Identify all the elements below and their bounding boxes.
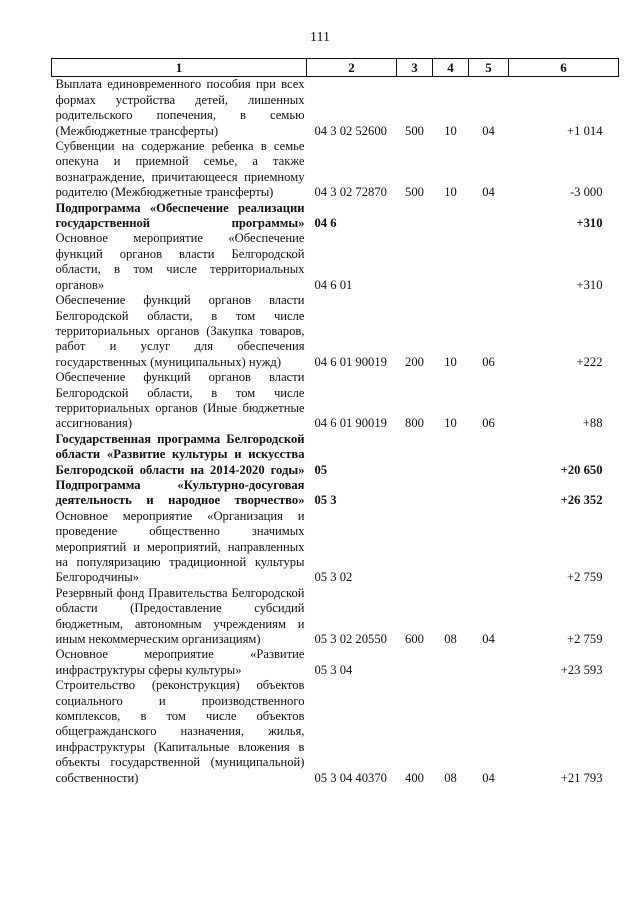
- column-header: 4: [433, 59, 469, 77]
- classification-code: 04 6 01 90019: [314, 354, 387, 369]
- table-row: [52, 586, 619, 648]
- classification-code: 05 3 04 40370: [314, 770, 387, 785]
- amount-change: +88: [582, 416, 603, 431]
- section-code: 10: [444, 416, 457, 431]
- classification-code: 04 3 02 52600: [314, 123, 387, 138]
- table-header-row: [52, 59, 619, 77]
- section-code: [433, 647, 469, 678]
- classification-code: 04 3 02 72870: [314, 185, 387, 200]
- subsection-code: [469, 432, 509, 478]
- column-header: 1: [52, 59, 307, 77]
- item-name: Выплата единовременного пособия при всех формах устройства детей, лишенных родительского попечения, в семью (Межбюджетные трансферты): [55, 77, 305, 138]
- section-code: [433, 201, 469, 232]
- subsection-code: 04: [482, 185, 495, 200]
- table-row: [52, 139, 619, 201]
- classification-code: 05 3 02: [314, 570, 353, 585]
- table-row: [52, 678, 619, 786]
- column-header: 3: [397, 59, 433, 77]
- expense-type-code: [397, 509, 433, 586]
- item-name: Резервный фонд Правительства Белгородской области (Предоставление субсидий бюджетным, автономным учреждениям и иным некоммерческим организациям): [55, 585, 305, 647]
- item-name: Обеспечение функций органов власти Белгородской области, в том числе территориальных органов (Закупка товаров, работ и услуг для обеспечения государственных (муниципальных) нужд): [55, 293, 305, 369]
- section-code: [433, 509, 469, 586]
- expense-type-code: [397, 478, 433, 509]
- amount-change: +20 650: [560, 462, 603, 477]
- section-code: [433, 478, 469, 509]
- amount-change: +26 352: [560, 493, 603, 508]
- item-name: Субвенции на содержание ребенка в семье опекуна и приемной семье, а также вознаграждение, причитающееся приемному родителю (Межбюджетные трансферты): [55, 139, 305, 200]
- classification-code: 05 3 02 20550: [314, 632, 387, 647]
- expense-type-code: 200: [405, 354, 424, 369]
- item-name: Основное мероприятие «Развитие инфраструктуры сферы культуры»: [55, 647, 305, 677]
- expense-type-code: 500: [405, 185, 424, 200]
- subsection-code: [469, 478, 509, 509]
- amount-change: +310: [576, 277, 603, 292]
- expense-type-code: 600: [405, 632, 424, 647]
- subsection-code: [469, 201, 509, 232]
- subsection-code: [469, 231, 509, 293]
- amount-change: +21 793: [560, 770, 603, 785]
- column-header: 2: [307, 59, 397, 77]
- table-row: [52, 432, 619, 478]
- classification-code: 05 3 04: [314, 662, 353, 677]
- classification-code: 05 3: [314, 493, 337, 508]
- expense-type-code: [397, 432, 433, 478]
- expense-type-code: [397, 201, 433, 232]
- subsection-code: [469, 509, 509, 586]
- classification-code: 05: [314, 462, 328, 477]
- table-row: [52, 201, 619, 232]
- expense-type-code: [397, 647, 433, 678]
- amount-change: +1 014: [567, 123, 603, 138]
- section-code: 10: [444, 354, 457, 369]
- section-code: 10: [444, 185, 457, 200]
- section-code: 08: [444, 632, 457, 647]
- table-row: [52, 478, 619, 509]
- expense-type-code: 500: [405, 123, 424, 138]
- column-header: 5: [469, 59, 509, 77]
- section-code: [433, 231, 469, 293]
- table-row: [52, 370, 619, 432]
- subsection-code: 04: [482, 770, 495, 785]
- item-name: Подпрограмма «Обеспечение реализации государственной программы»: [55, 200, 305, 231]
- table-row: [52, 231, 619, 293]
- subsection-code: 06: [482, 416, 495, 431]
- amount-change: -3 000: [569, 185, 603, 200]
- item-name: Основное мероприятие «Организация и проведение общественно значимых мероприятий и мероприятий, направленных на популяризацию традиционной культуры Белгородчины»: [55, 508, 305, 585]
- expense-type-code: 800: [405, 416, 424, 431]
- table-row: [52, 509, 619, 586]
- budget-table: [51, 58, 619, 786]
- item-name: Обеспечение функций органов власти Белгородской области, в том числе территориальных органов (Иные бюджетные ассигнования): [55, 370, 305, 431]
- subsection-code: 06: [482, 354, 495, 369]
- amount-change: +2 759: [567, 570, 603, 585]
- amount-change: +23 593: [560, 662, 603, 677]
- section-code: 10: [444, 123, 457, 138]
- expense-type-code: [397, 231, 433, 293]
- column-header: 6: [509, 59, 619, 77]
- section-code: 08: [444, 770, 457, 785]
- classification-code: 04 6 01 90019: [314, 416, 387, 431]
- item-name: Основное мероприятие «Обеспечение функций органов власти Белгородской области, в том числе территориальных органов»: [55, 231, 305, 292]
- table-row: [52, 77, 619, 139]
- table-row: [52, 647, 619, 678]
- subsection-code: [469, 647, 509, 678]
- section-code: [433, 432, 469, 478]
- classification-code: 04 6: [314, 216, 337, 231]
- item-name: Государственная программа Белгородской области «Развитие культуры и искусства Белгородской области на 2014-2020 годы»: [55, 431, 305, 477]
- amount-change: +310: [576, 216, 603, 231]
- amount-change: +2 759: [567, 632, 603, 647]
- table-row: [52, 293, 619, 370]
- subsection-code: 04: [482, 632, 495, 647]
- classification-code: 04 6 01: [314, 277, 353, 292]
- amount-change: +222: [576, 354, 603, 369]
- subsection-code: 04: [482, 123, 495, 138]
- expense-type-code: 400: [405, 770, 424, 785]
- page-number: 111: [310, 30, 330, 45]
- item-name: Строительство (реконструкция) объектов социального и производственного комплексов, в том числе объектов общегражданского назначения, жилья, инфраструктуры (Капитальные вложения в объекты государственной (муниципальной) собственности): [55, 678, 305, 785]
- item-name: Подпрограмма «Культурно-досуговая деятельность и народное творчество»: [55, 477, 305, 508]
